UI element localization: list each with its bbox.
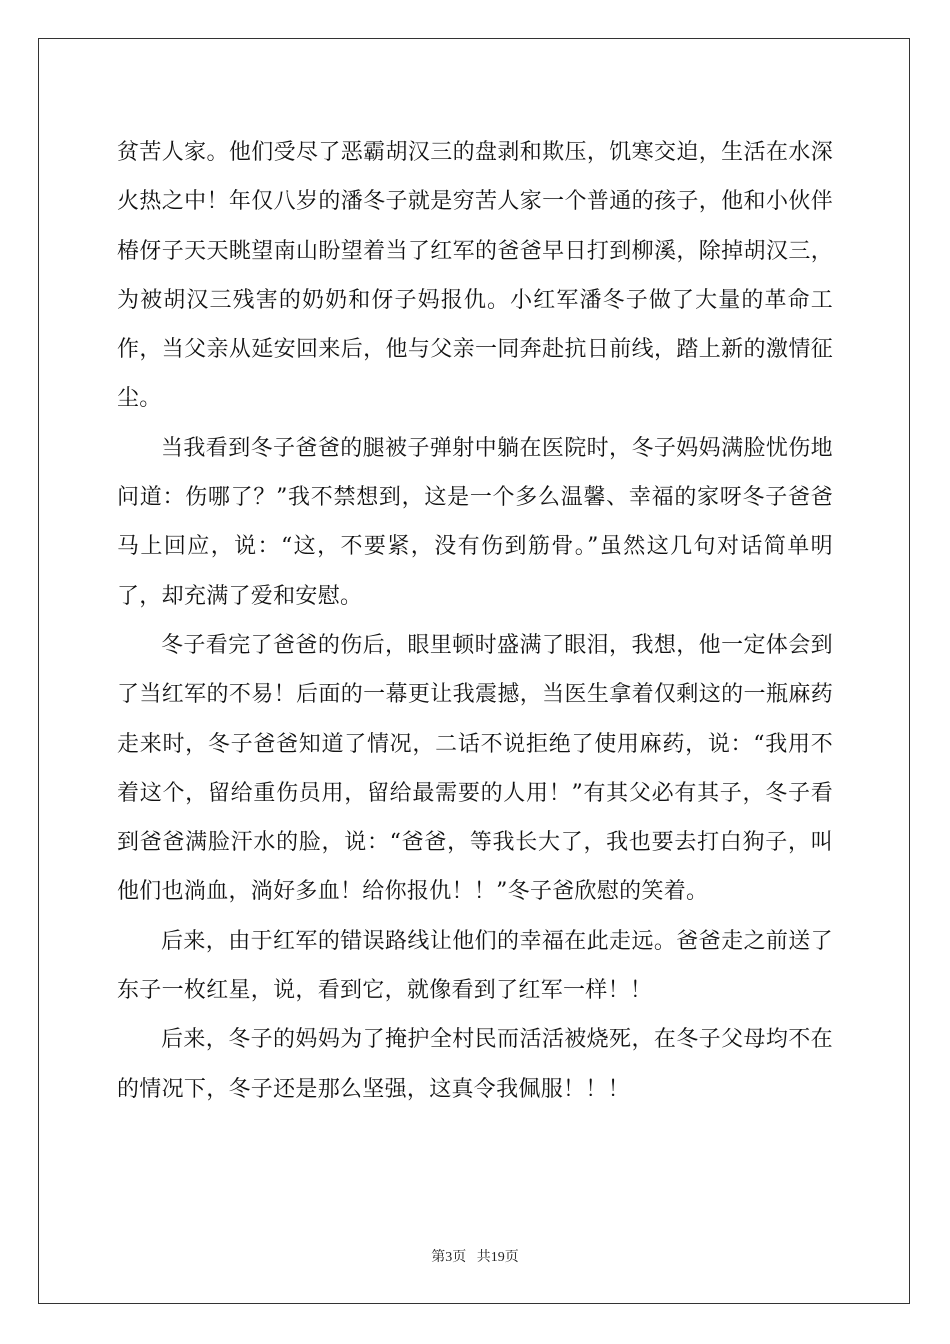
paragraph-5: 后来，冬子的妈妈为了掩护全村民而活活被烧死，在冬子父母均不在的情况下，冬子还是那么坚强，这真令我佩服！！！ bbox=[117, 1027, 833, 1102]
paragraph-2: 当我看到冬子爸爸的腿被子弹射中躺在医院时，冬子妈妈满脸忧伤地问道：伤哪了？”我不禁想到，这是一个多么温馨、幸福的家呀冬子爸爸马上回应，说：“这，不要紧，没有伤到筋骨。”虽然这几句对话简单明了，却充满了爱和安慰。 bbox=[117, 435, 833, 609]
paragraph-1: 贫苦人家。他们受尽了恶霸胡汉三的盘剥和欺压，饥寒交迫，生活在水深火热之中！年仅八岁的潘冬子就是穷苦人家一个普通的孩子，他和小伙伴椿伢子天天眺望南山盼望着当了红军的爸爸早日打到柳溪，除掉胡汉三，为被胡汉三残害的奶奶和伢子妈报仇。小红军潘冬子做了大量的革命工作，当父亲从延安回来后，他与父亲一同奔赴抗日前线，踏上新的激情征尘。 bbox=[117, 140, 833, 412]
page-total: 共19页 bbox=[476, 1250, 519, 1265]
page-footer bbox=[0, 1246, 950, 1266]
paragraph-3: 冬子看完了爸爸的伤后，眼里顿时盛满了眼泪，我想，他一定体会到了当红军的不易！后面的一幕更让我震撼，当医生拿着仅剩这的一瓶麻药走来时，冬子爸爸知道了情况，二话不说拒绝了使用麻药，说：“我用不着这个，留给重伤员用，留给最需要的人用！”有其父必有其子，冬子看到爸爸满脸汗水的脸，说：“爸爸，等我长大了，我也要去打白狗子，叫他们也淌血，淌好多血！给你报仇！！”冬子爸欣慰的笑着。 bbox=[117, 632, 833, 905]
page-number: 第3页 bbox=[431, 1250, 467, 1265]
paragraph-4: 后来，由于红军的错误路线让他们的幸福在此走远。爸爸走之前送了东子一枚红星，说，看到它，就像看到了红军一样！！ bbox=[117, 928, 833, 1004]
document-body bbox=[117, 128, 833, 1114]
